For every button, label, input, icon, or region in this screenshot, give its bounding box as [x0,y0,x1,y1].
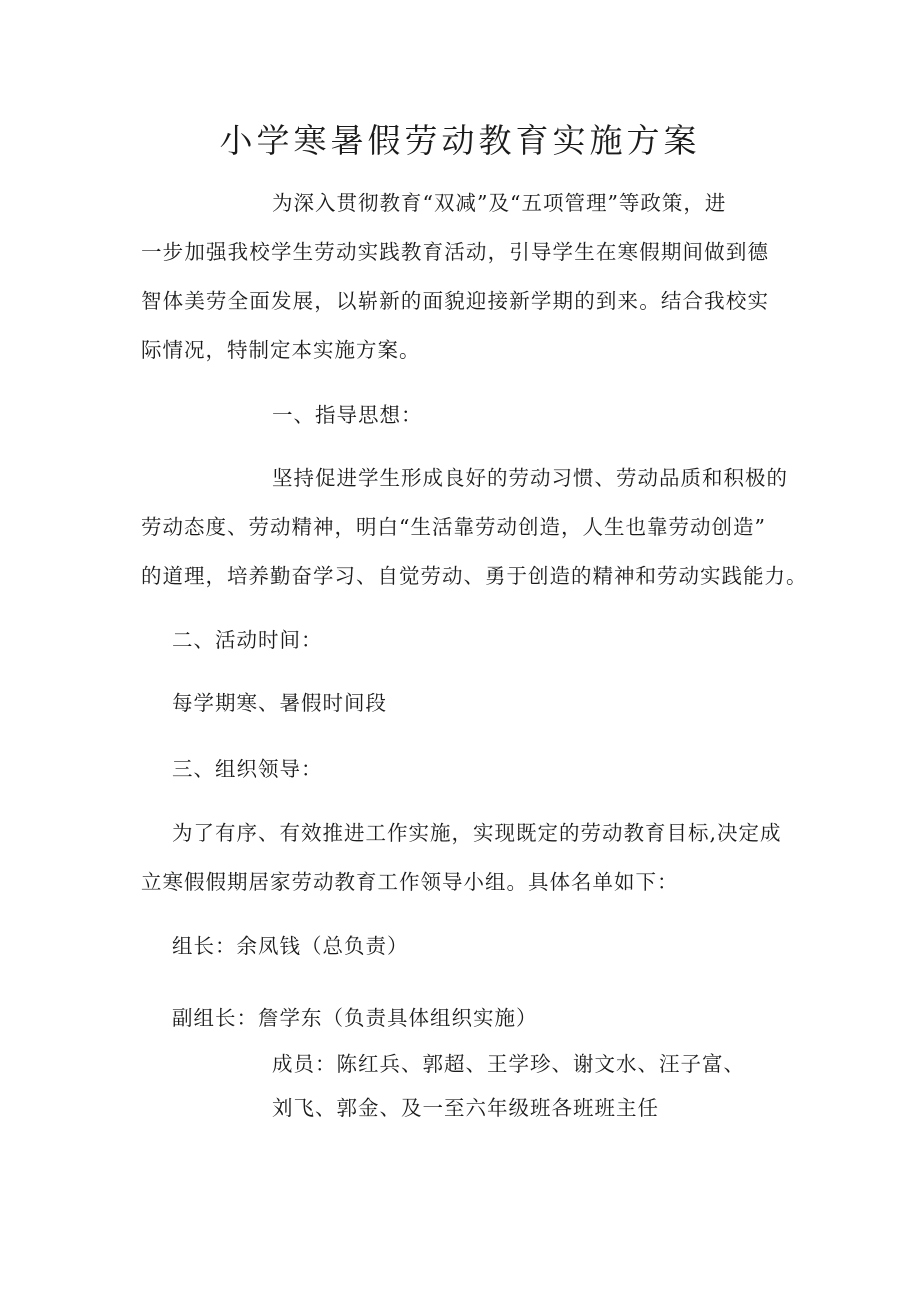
intro-line-2: 一步加强我校学生劳动实践教育活动，引导学生在寒假期间做到德 [141,240,769,264]
section3-line-1: 为了有序、有效推进工作实施，实现既定的劳动教育目标,决定成 [172,821,782,845]
section3-line-2: 立寒假假期居家劳动教育工作领导小组。具体名单如下： [141,870,679,894]
section1-line-1: 坚持促进学生形成良好的劳动习惯、劳动品质和积极的 [272,466,788,490]
deputy-leader-line: 副组长：詹学东（负责具体组织实施） [172,1006,538,1030]
intro-line-3: 智体美劳全面发展，以崭新的面貌迎接新学期的到来。结合我校实 [141,289,769,313]
members-line-1: 成员：陈红兵、郭超、王学珍、谢文水、汪子富、 [272,1052,745,1076]
section2-text: 每学期寒、暑假时间段 [172,691,387,715]
section-heading-activity-time: 二、活动时间： [172,628,323,652]
leader-line: 组长：余凤钱（总负责） [172,934,409,958]
intro-line-4: 际情况，特制定本实施方案。 [141,338,421,362]
section-heading-guiding-thought: 一、指导思想： [272,403,423,427]
section1-line-2: 劳动态度、劳动精神，明白“生活靠劳动创造，人生也靠劳动创造” [141,515,766,539]
section1-line-3: 的道理，培养勤奋学习、自觉劳动、勇于创造的精神和劳动实践能力。 [141,564,808,588]
section-heading-organization: 三、组织领导： [172,757,323,781]
document-title: 小学寒暑假劳动教育实施方案 [219,121,701,160]
intro-line-1: 为深入贯彻教育“双减”及“五项管理”等政策，进 [272,191,727,215]
members-line-2: 刘飞、郭金、及一至六年级班各班班主任 [272,1096,659,1120]
